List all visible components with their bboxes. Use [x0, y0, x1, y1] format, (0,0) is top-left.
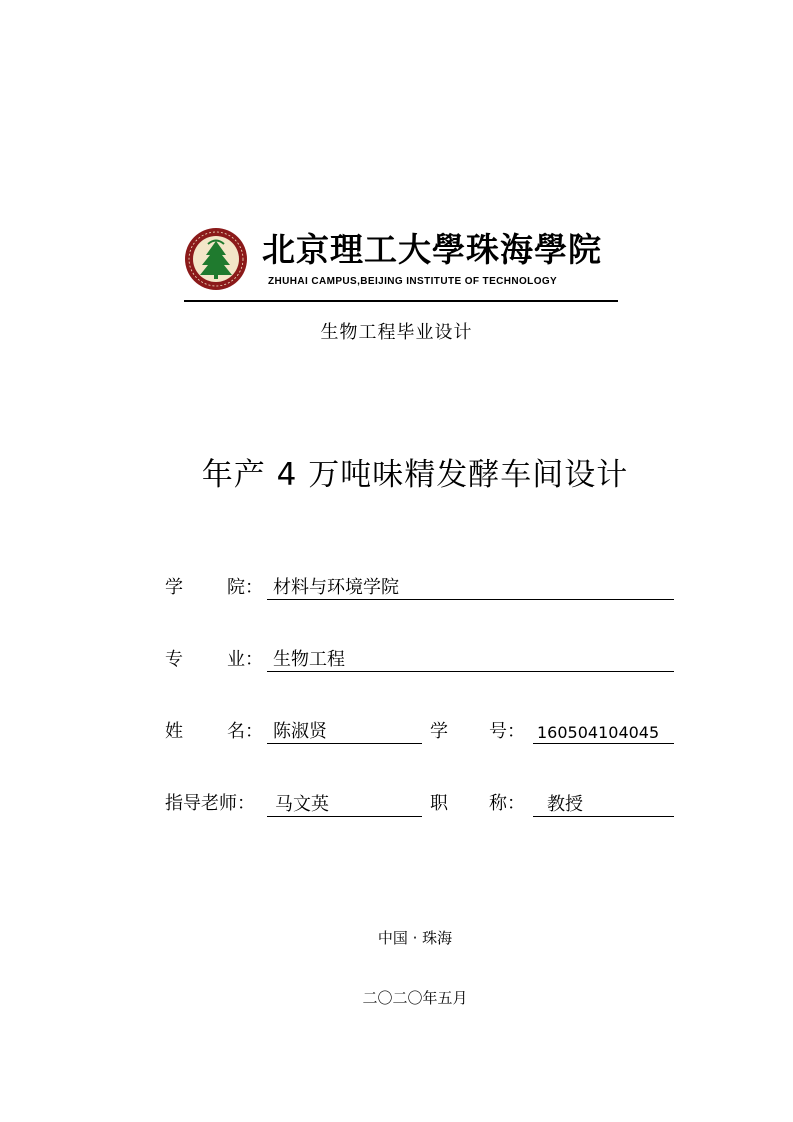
header-divider [184, 300, 618, 302]
university-emblem-icon [184, 227, 248, 291]
advisor-title-underline [533, 816, 674, 817]
student-id-label-a: 学 [430, 721, 448, 742]
name-value: 陈淑贤 [273, 721, 327, 742]
emblem-trunk [214, 273, 218, 279]
major-underline [267, 671, 674, 672]
advisor-title-value: 教授 [547, 794, 583, 815]
college-label-b: 院： [227, 577, 263, 598]
thesis-subject: 生物工程毕业设计 [320, 322, 473, 343]
name-underline [267, 743, 422, 744]
major-label-a: 专 [165, 649, 183, 670]
major-value: 生物工程 [273, 649, 345, 670]
university-name-cn: 北京理工大學珠海學院 [262, 230, 602, 269]
advisor-label: 指导老师： [165, 793, 255, 814]
college-underline [267, 599, 674, 600]
major-label-b: 业： [227, 649, 263, 670]
college-label-a: 学 [165, 577, 183, 598]
advisor-underline [267, 816, 422, 817]
date-text: 二〇二〇年五月 [362, 989, 468, 1007]
student-id-label-b: 号： [489, 721, 525, 742]
thesis-title: 年产 4 万吨味精发酵车间设计 [201, 457, 629, 493]
name-label-a: 姓 [165, 721, 183, 742]
advisor-value: 马文英 [275, 794, 329, 815]
student-id-underline [533, 743, 674, 744]
advisor-title-label-b: 称： [489, 793, 525, 814]
student-id-value: 160504104045 [537, 723, 660, 742]
advisor-title-label-a: 职 [430, 793, 448, 814]
college-value: 材料与环境学院 [273, 577, 399, 598]
name-label-b: 名： [227, 721, 263, 742]
university-name-en: ZHUHAI CAMPUS,BEIJING INSTITUTE OF TECHNOLOGY [268, 276, 558, 287]
location-text: 中国 · 珠海 [377, 929, 453, 947]
